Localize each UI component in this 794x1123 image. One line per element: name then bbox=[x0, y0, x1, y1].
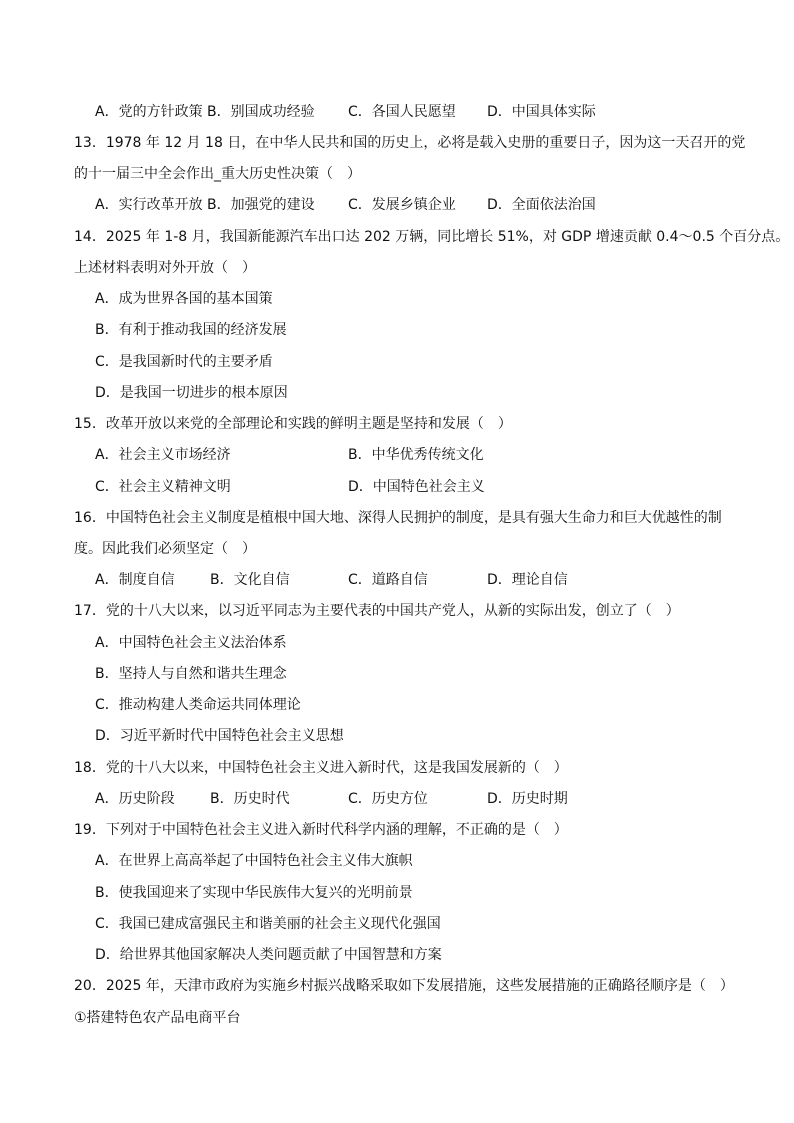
q18-text-line1: 18．党的十八大以来，中国特色社会主义进入新时代，这是我国发展新的（ ） bbox=[74, 760, 568, 776]
q20-item-1: ①搭建特色农产品电商平台 bbox=[74, 1010, 241, 1026]
q13-option-d: D．全面依法治国 bbox=[487, 197, 596, 213]
q14-text-line1: 14．2025 年 1-8 月，我国新能源汽车出口达 202 万辆，同比增长 51%，对 GDP 增速贡献 0.4～0.5 个百分点。 bbox=[74, 229, 790, 245]
q16-option-a: A．制度自信 bbox=[95, 572, 175, 588]
q14-option-a: A．成为世界各国的基本国策 bbox=[95, 291, 273, 307]
q17-text-line1: 17．党的十八大以来，以习近平同志为主要代表的中国共产党人，从新的实际出发，创立了（ ） bbox=[74, 603, 680, 619]
q13-text-line2: 的十一届三中全会作出_重大历史性决策（ ） bbox=[74, 166, 361, 182]
q16-text-line1: 16．中国特色社会主义制度是植根中国大地、深得人民拥护的制度，是具有强大生命力和巨大优越性的制 bbox=[74, 510, 722, 526]
q13-text-line1: 13．1978 年 12 月 18 日，在中华人民共和国的历史上，必将是载入史册的重要日子，因为这一天召开的党 bbox=[74, 135, 746, 151]
q18-option-d: D．历史时期 bbox=[487, 791, 568, 807]
q14-option-c: C．是我国新时代的主要矛盾 bbox=[95, 354, 273, 370]
q15-text-line1: 15．改革开放以来党的全部理论和实践的鲜明主题是坚持和发展（ ） bbox=[74, 416, 512, 432]
q17-option-c: C．推动构建人类命运共同体理论 bbox=[95, 697, 301, 713]
q18-option-c: C．历史方位 bbox=[348, 791, 428, 807]
q16-option-b: B．文化自信 bbox=[210, 572, 290, 588]
q16-text-line2: 度。因此我们必须坚定（ ） bbox=[74, 541, 256, 557]
q15-option-c: C．社会主义精神文明 bbox=[95, 479, 231, 495]
q20-text-line1: 20．2025 年，天津市政府为实施乡村振兴战略采取如下发展措施，这些发展措施的正确路径顺序是（ ） bbox=[74, 978, 734, 994]
q13-option-ab: A．实行改革开放 B．加强党的建设 bbox=[95, 197, 315, 213]
q17-option-d: D．习近平新时代中国特色社会主义思想 bbox=[95, 728, 344, 744]
q19-option-b: B．使我国迎来了实现中华民族伟大复兴的光明前景 bbox=[95, 885, 413, 901]
q19-option-c: C．我国已建成富强民主和谐美丽的社会主义现代化强国 bbox=[95, 916, 441, 932]
q19-text-line1: 19．下列对于中国特色社会主义进入新时代科学内涵的理解，不正确的是（ ） bbox=[74, 822, 568, 838]
q14-option-b: B．有利于推动我国的经济发展 bbox=[95, 322, 287, 338]
q15-option-b: B．中华优秀传统文化 bbox=[348, 447, 484, 463]
q16-option-d: D．理论自信 bbox=[487, 572, 568, 588]
q12-option-c: C．各国人民愿望 bbox=[348, 104, 456, 120]
q12-option-ab: A．党的方针政策 B．别国成功经验 bbox=[95, 104, 315, 120]
q13-option-c: C．发展乡镇企业 bbox=[348, 197, 456, 213]
q15-option-a: A．社会主义市场经济 bbox=[95, 447, 231, 463]
q18-option-b: B．历史时代 bbox=[210, 791, 290, 807]
q15-option-d: D．中国特色社会主义 bbox=[348, 479, 485, 495]
q17-option-b: B．坚持人与自然和谐共生理念 bbox=[95, 666, 287, 682]
q14-option-d: D．是我国一切进步的根本原因 bbox=[95, 385, 288, 401]
q12-option-d: D．中国具体实际 bbox=[487, 104, 596, 120]
q17-option-a: A．中国特色社会主义法治体系 bbox=[95, 635, 287, 651]
q19-option-a: A．在世界上高高举起了中国特色社会主义伟大旗帜 bbox=[95, 853, 413, 869]
q14-text-line2: 上述材料表明对外开放（ ） bbox=[74, 260, 256, 276]
q18-option-a: A．历史阶段 bbox=[95, 791, 175, 807]
q16-option-c: C．道路自信 bbox=[348, 572, 428, 588]
q19-option-d: D．给世界其他国家解决人类问题贡献了中国智慧和方案 bbox=[95, 947, 442, 963]
